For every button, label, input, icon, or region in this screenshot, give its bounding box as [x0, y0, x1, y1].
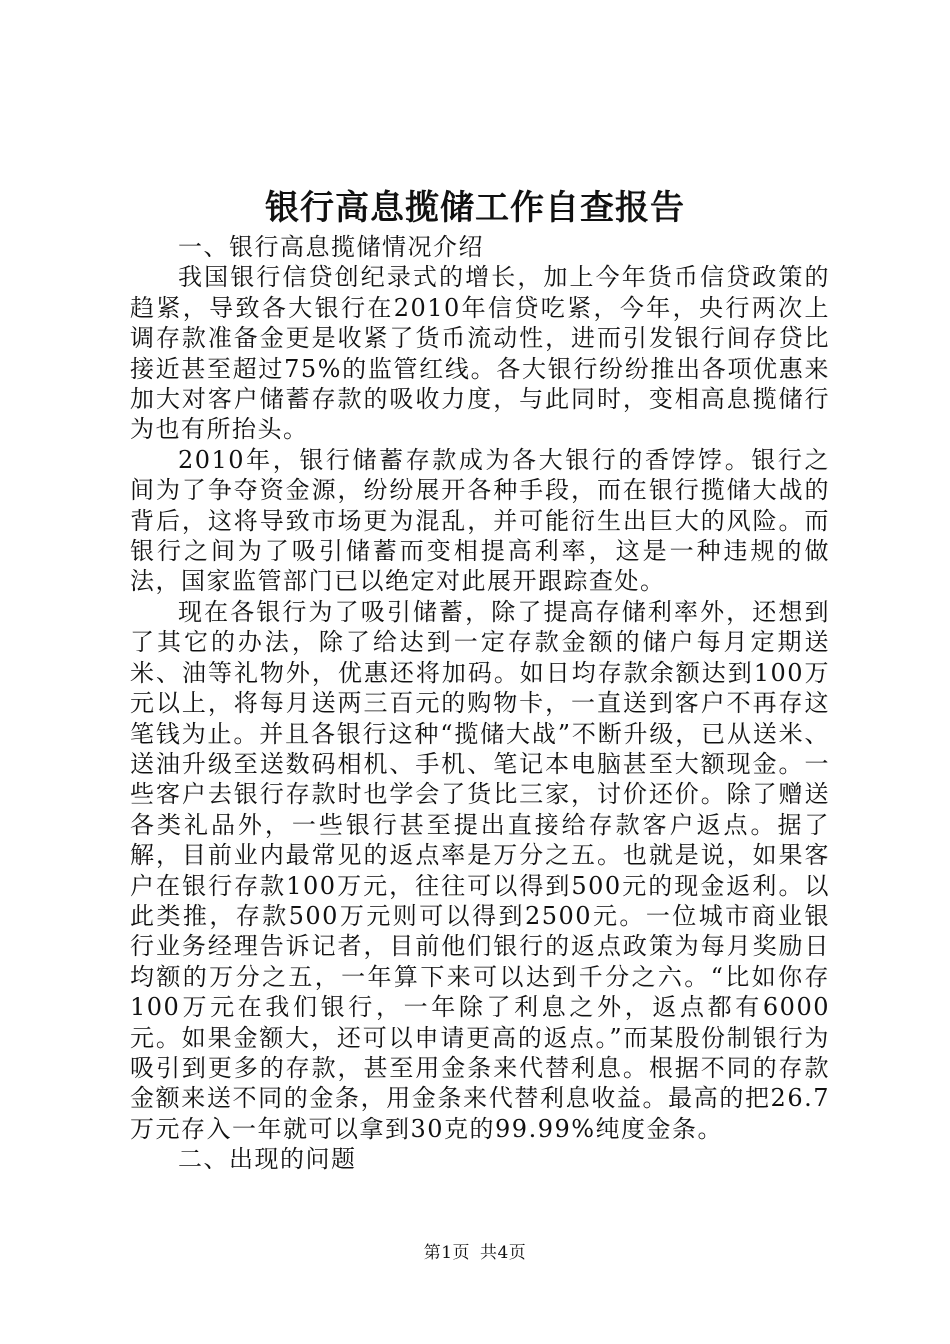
document-body [130, 232, 830, 1175]
page-footer [0, 1238, 950, 1263]
document-title: 银行高息揽储工作自查报告 [265, 188, 685, 228]
paragraph-3: 现在各银行为了吸引储蓄，除了提高存储利率外，还想到了其它的办法，除了给达到一定存款金额的储户每月定期送米、油等礼物外，优惠还将加码。如日均存款余额达到100万元以上，将每月送两三百元的购物卡，一直送到客户不再存这笔钱为止。并且各银行这种“揽储大战”不断升级，已从送米、送油升级至送数码相机、手机、笔记本电脑甚至大额现金。一些客户去银行存款时也学会了货比三家，讨价还价。除了赠送各类礼品外，一些银行甚至提出直接给存款客户返点。据了解，目前业内最常见的返点率是万分之五。也就是说，如果客户在银行存款100万元，往往可以得到500元的现金返利。以此类推，存款500万元则可以得到2500元。一位城市商业银行业务经理告诉记者，目前他们银行的返点政策为每月奖励日均额的万分之五，一年算下来可以达到千分之六。“比如你存100万元在我们银行，一年除了利息之外，返点都有6000元。如果金额大，还可以申请更高的返点。”而某股份制银行为吸引到更多的存款，甚至用金条来代替利息。根据不同的存款金额来送不同的金条，用金条来代替利息收益。最高的把26.7万元存入一年就可以拿到30克的99.99%纯度金条。 [130, 597, 830, 1143]
paragraph-2: 2010年，银行储蓄存款成为各大银行的香饽饽。银行之间为了争夺资金源，纷纷展开各种手段，而在银行揽储大战的背后，这将导致市场更为混乱，并可能衍生出巨大的风险。而银行之间为了吸引储蓄而变相提高利率，这是一种违规的做法，国家监管部门已以绝定对此展开跟踪查处。 [130, 445, 830, 596]
section-heading-2: 二、出现的问题 [178, 1145, 357, 1174]
page-total: 共4页 [479, 1243, 527, 1263]
page-number: 第1页 [423, 1243, 471, 1263]
section-heading-1: 一、银行高息揽储情况介绍 [178, 233, 484, 261]
paragraph-1: 我国银行信贷创纪录式的增长，加上今年货币信贷政策的趋紧，导致各大银行在2010年信贷吃紧，今年，央行两次上调存款准备金更是收紧了货币流动性，进而引发银行间存贷比接近甚至超过75%的监管红线。各大银行纷纷推出各项优惠来加大对客户储蓄存款的吸收力度，与此同时，变相高息揽储行为也有所抬头。 [130, 263, 830, 444]
